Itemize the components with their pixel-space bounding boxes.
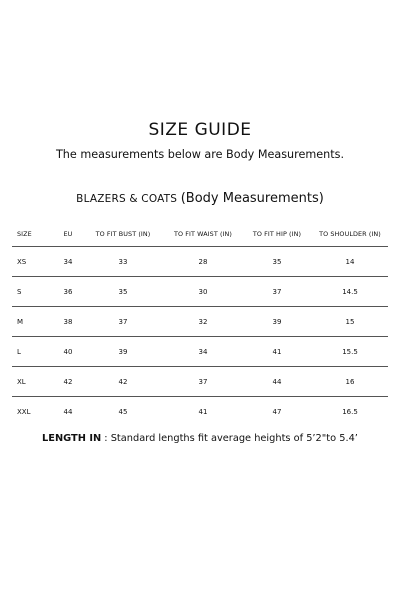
cell-size: S (12, 277, 54, 307)
cell-hip: 44 (242, 367, 312, 397)
cell-hip: 47 (272, 407, 282, 416)
header-size: SIZE (12, 222, 54, 247)
page-subtitle: The measurements below are Body Measurements. (55, 148, 345, 161)
cell-bust: 37 (82, 307, 164, 337)
table-row (12, 307, 388, 337)
cell-hip: 35 (242, 247, 312, 277)
table-row (12, 247, 388, 277)
cell-size: XS (12, 247, 54, 277)
cell-waist: 34 (164, 337, 242, 367)
header-hip: TO FIT HIP (IN) (242, 222, 312, 247)
cell-size: XXL (17, 407, 31, 416)
table-row (12, 277, 388, 307)
cell-waist: 37 (164, 367, 242, 397)
table-row (12, 337, 388, 367)
cell-hip: 39 (242, 307, 312, 337)
cell-shoulder: 15 (312, 307, 388, 337)
cell-shoulder: 14.5 (312, 277, 388, 307)
cell-eu: 38 (54, 307, 82, 337)
cell-eu: 42 (54, 367, 82, 397)
cell-bust: 33 (82, 247, 164, 277)
table-header-row (12, 222, 388, 247)
cell-size: XL (12, 367, 54, 397)
size-table (12, 222, 388, 426)
cell-waist: 28 (164, 247, 242, 277)
cell-bust: 39 (82, 337, 164, 367)
cell-eu: 36 (54, 277, 82, 307)
cell-eu: 34 (54, 247, 82, 277)
cell-eu: 44 (63, 407, 73, 416)
section-heading-paren: (Body Measurements) (180, 191, 324, 206)
cell-shoulder: 15.5 (312, 337, 388, 367)
header-bust: TO FIT BUST (IN) (82, 222, 164, 247)
cell-waist: 41 (198, 407, 208, 416)
cell-hip: 41 (242, 337, 312, 367)
length-note (0, 433, 400, 444)
length-note-label: LENGTH IN (42, 433, 102, 444)
page-title: SIZE GUIDE (148, 120, 252, 140)
cell-shoulder: 16.5 (342, 407, 358, 416)
cell-waist: 30 (164, 277, 242, 307)
table-row (12, 367, 388, 397)
header-shoulder: TO SHOULDER (IN) (312, 222, 388, 247)
cell-hip: 37 (242, 277, 312, 307)
cell-size: M (12, 307, 54, 337)
section-heading (0, 187, 400, 206)
cell-waist: 32 (164, 307, 242, 337)
length-note-text: : Standard lengths fit average heights of 5’2"to 5.4’ (101, 433, 358, 444)
cell-shoulder: 16 (312, 367, 388, 397)
cell-bust: 42 (82, 367, 164, 397)
cell-size: L (12, 337, 54, 367)
header-waist: TO FIT WAIST (IN) (164, 222, 242, 247)
cell-bust: 45 (118, 407, 128, 416)
cell-eu: 40 (54, 337, 82, 367)
header-eu: EU (54, 222, 82, 247)
cell-bust: 35 (82, 277, 164, 307)
cell-shoulder: 14 (312, 247, 388, 277)
table-row (12, 397, 388, 427)
section-heading-main: BLAZERS & COATS (76, 193, 181, 205)
